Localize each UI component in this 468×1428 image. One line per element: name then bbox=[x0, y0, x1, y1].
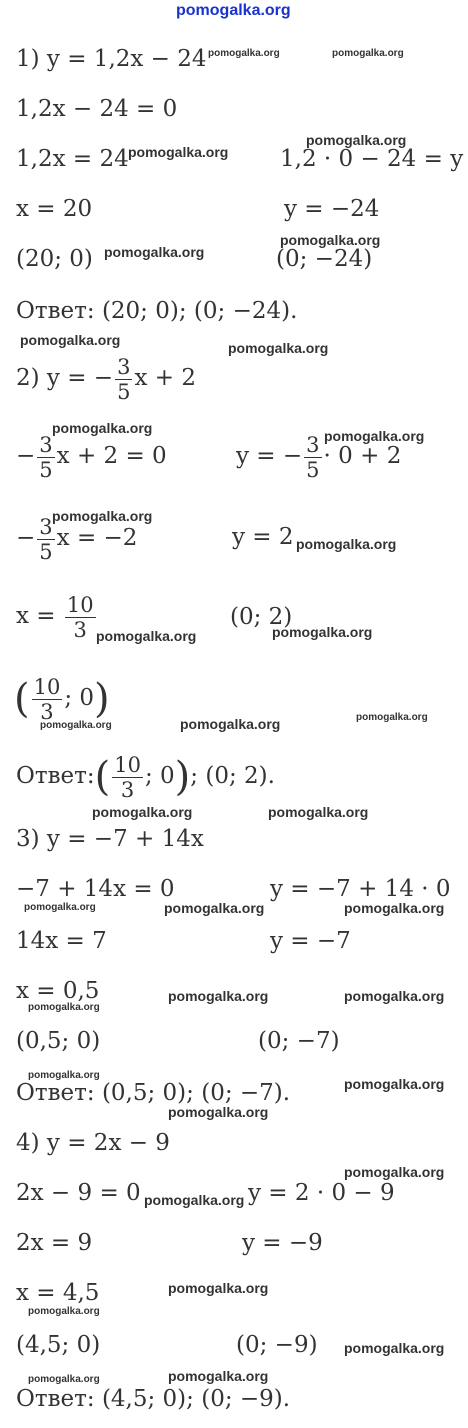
p1-step-y: 1,2 · 0 − 24 = y bbox=[280, 146, 464, 172]
watermark: pomogalka.org bbox=[144, 1192, 245, 1208]
p3-y-value: y = −7 bbox=[270, 928, 351, 954]
p1-x-value: x = 20 bbox=[16, 196, 93, 222]
watermark: pomogalka.org bbox=[296, 536, 397, 552]
p2-point-x: ( $\frac{10}{3}$ ; 0) bbox=[14, 674, 110, 724]
p4-y-value: y = −9 bbox=[242, 1230, 323, 1256]
answer-label: Ответ: bbox=[16, 1386, 95, 1412]
watermark: pomogalka.org bbox=[164, 900, 265, 916]
watermark: pomogalka.org bbox=[28, 1070, 100, 1081]
watermark: pomogalka.org bbox=[268, 804, 369, 820]
watermark: pomogalka.org bbox=[344, 1340, 445, 1356]
answer-label: Ответ: bbox=[16, 1080, 95, 1106]
p2-equation: 2) y = − $\frac{3}{5}$ x + 2 bbox=[16, 354, 196, 404]
watermark: pomogalka.org bbox=[208, 48, 280, 59]
p4-x-value: x = 4,5 bbox=[16, 1280, 100, 1306]
p1-answer bbox=[16, 298, 297, 324]
watermark: pomogalka.org bbox=[344, 1076, 445, 1092]
watermark: pomogalka.org bbox=[20, 332, 121, 348]
p2-y-value: y = 2 bbox=[232, 524, 294, 550]
fraction: $\frac{10}{3}$ bbox=[114, 752, 141, 802]
p2-answer: Ответ:( $\frac{10}{3}$ ; 0); (0; 2). bbox=[16, 752, 275, 802]
watermark: pomogalka.org bbox=[332, 48, 404, 59]
p1-point-y: (0; −24) bbox=[276, 246, 373, 272]
watermark: pomogalka.org bbox=[40, 720, 112, 731]
p1-answer-text: (20; 0); (0; −24). bbox=[101, 298, 298, 324]
watermark: pomogalka.org bbox=[306, 132, 407, 148]
watermark: pomogalka.org bbox=[272, 624, 373, 640]
fraction: $\frac{10}{3}$ bbox=[66, 592, 94, 642]
p2-step-x: − $\frac{3}{5}$ x = −2 bbox=[16, 514, 138, 564]
watermark: pomogalka.org bbox=[228, 340, 329, 356]
watermark: pomogalka.org bbox=[28, 1374, 100, 1385]
p3-step-y: y = −7 + 14 · 0 bbox=[270, 876, 451, 902]
p3-point-y: (0; −7) bbox=[258, 1028, 340, 1054]
p1-step-zero: 1,2x − 24 = 0 bbox=[16, 96, 178, 122]
watermark: pomogalka.org bbox=[280, 232, 381, 248]
p4-step-x: 2x = 9 bbox=[16, 1230, 93, 1256]
watermark: pomogalka.org bbox=[128, 144, 229, 160]
p4-answer: Ответ: (4,5; 0); (0; −9). bbox=[16, 1386, 291, 1412]
p3-answer: Ответ: (0,5; 0); (0; −7). bbox=[16, 1080, 291, 1106]
watermark: pomogalka.org bbox=[180, 716, 281, 732]
p4-point-y: (0; −9) bbox=[236, 1332, 318, 1358]
fraction: $\frac{3}{5}$ bbox=[39, 432, 53, 482]
p4-point-x: (4,5; 0) bbox=[16, 1332, 101, 1358]
watermark: pomogalka.org bbox=[92, 804, 193, 820]
watermark: pomogalka.org bbox=[344, 988, 445, 1004]
watermark: pomogalka.org bbox=[168, 1104, 269, 1120]
watermark: pomogalka.org bbox=[96, 628, 197, 644]
site-header-link[interactable]: pomogalka.org bbox=[176, 2, 291, 19]
watermark: pomogalka.org bbox=[168, 1280, 269, 1296]
p4-step-y: y = 2 · 0 − 9 bbox=[248, 1180, 395, 1206]
watermark: pomogalka.org bbox=[356, 712, 428, 723]
watermark: pomogalka.org bbox=[344, 1164, 445, 1180]
watermark: pomogalka.org bbox=[24, 902, 96, 913]
watermark: pomogalka.org bbox=[52, 420, 153, 436]
p1-equation: 1) y = 1,2x − 24 bbox=[16, 46, 207, 72]
answer-label: Ответ: bbox=[16, 298, 95, 324]
p3-step-zero: −7 + 14x = 0 bbox=[16, 876, 175, 902]
p3-equation: 3) y = −7 + 14x bbox=[16, 826, 204, 852]
p3-x-value: x = 0,5 bbox=[16, 978, 100, 1004]
fraction: $\frac{10}{3}$ bbox=[33, 674, 61, 724]
p1-step-x: 1,2x = 24 bbox=[16, 146, 129, 172]
p1-point-x: (20; 0) bbox=[16, 246, 93, 272]
p4-step-zero: 2x − 9 = 0 bbox=[16, 1180, 141, 1206]
fraction: $\frac{3}{5}$ bbox=[117, 354, 131, 404]
p1-y-value: y = −24 bbox=[284, 196, 380, 222]
fraction: $\frac{3}{5}$ bbox=[39, 514, 53, 564]
p2-step-zero: − $\frac{3}{5}$ x + 2 = 0 bbox=[16, 432, 167, 482]
fraction: $\frac{3}{5}$ bbox=[306, 432, 320, 482]
p2-x-value: x = $\frac{10}{3}$ bbox=[16, 592, 94, 642]
watermark: pomogalka.org bbox=[324, 428, 425, 444]
watermark: pomogalka.org bbox=[344, 900, 445, 916]
watermark: pomogalka.org bbox=[168, 1368, 269, 1384]
watermark: pomogalka.org bbox=[28, 1306, 100, 1317]
watermark: pomogalka.org bbox=[104, 244, 205, 260]
watermark: pomogalka.org bbox=[168, 988, 269, 1004]
p2-step-y: y = − $\frac{3}{5}$ · 0 + 2 bbox=[236, 432, 402, 482]
p2-point-y: (0; 2) bbox=[230, 604, 293, 630]
p4-equation: 4) y = 2x − 9 bbox=[16, 1130, 170, 1156]
p3-point-x: (0,5; 0) bbox=[16, 1028, 101, 1054]
watermark: pomogalka.org bbox=[52, 508, 153, 524]
watermark: pomogalka.org bbox=[28, 1002, 100, 1013]
p3-step-x: 14x = 7 bbox=[16, 928, 107, 954]
answer-label: Ответ: bbox=[16, 763, 95, 789]
